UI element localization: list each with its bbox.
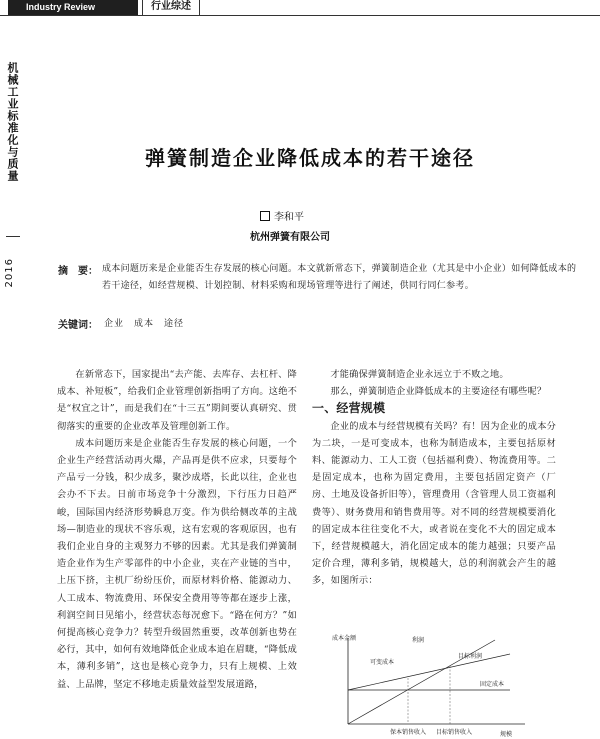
article-title: 弹簧制造企业降低成本的若干途径: [145, 146, 475, 170]
keywords-text: 企业 成本 途径: [104, 319, 185, 329]
journal-tag: Industry Review: [8, 0, 138, 15]
fig-y-label: 成本金额: [332, 635, 357, 642]
fig-fixed-cost-label: 固定成本: [480, 681, 505, 688]
fig-profit-label: 利润: [412, 637, 425, 644]
page-header: [0, 0, 600, 16]
fig-x-label: 规模: [500, 731, 513, 738]
paragraph: 那么，弹簧制造企业降低成本的主要途径有哪些呢？: [330, 386, 547, 398]
side-journal-name: 机械工业标准化与质量: [6, 62, 19, 182]
body-column-left: [57, 366, 297, 693]
cost-scale-figure: [330, 632, 530, 739]
affiliation: 杭州弹簧有限公司: [250, 232, 330, 243]
abstract-label: 摘 要：: [58, 266, 98, 277]
fig-target-sales-label: 目标销售收入: [436, 729, 473, 736]
abstract-text: 成本问题历来是企业能否生存发展的核心问题。本文就新常态下，弹簧制造企业（尤其是中小企业）如何降低成本的若干途径，如经营规模、计划控制、材料采购和现场管理等进行了阐述，供同行同仁参考。: [102, 264, 577, 291]
paragraph: 成本问题历来是企业能否生存发展的核心问题，一个企业生产经营活动再火爆，产品再是供不应求，只要每个产品亏一分钱，积少成多，聚沙成塔，长此以往，企业也会办不下去。日前市场竞争十分激烈，下行压力日趋严峻，国际国内经济形势瞬息万变。作为供给侧改革的主战场—制造业的现状不容乐观，这有宏观的客观原因，也有我们企业自身的主观努力不够的因素。尤其是我们弹簧制造企业作为生产零部件的中小企业，夹在产业链的当中，上压下挤，主机厂纷纷压价，而原材料价格、能源动力、人工成本、物流费用、环保安全费用等等都在逐步上涨，利润空间日见缩小，经营状态每况愈下。“路在何方？”如何提高核心竞争力？转型升级固然重要，改革创新也势在必行，其中，如何有效地降低企业成本追在眉睫，“降低成本，薄利多销”，这也是核心竞争力，只有上规模、上效益、上品牌，坚定不移地走质量效益型发展道路，: [57, 437, 297, 690]
body-column-right: [312, 366, 556, 590]
header-rule: [0, 15, 600, 16]
paragraph: 在新常态下，国家提出“去产能、去库存、去杠杆、降成本、补短板”，给我们企业管理创新指明了方向。这绝不是“权宜之计”，而是我们在“十三五”期间要认真研究、贯彻落实的重要的企业改革及管理创新工作。: [57, 369, 297, 432]
author-box-icon: [260, 211, 270, 221]
keywords-label: 关键词：: [58, 320, 98, 331]
side-year: 2016: [4, 258, 15, 288]
side-divider: [6, 236, 20, 237]
paragraph: 才能确保弹簧制造企业永远立于不败之地。: [330, 369, 509, 380]
fig-target-profit-label: 目标利润: [458, 653, 483, 660]
section-tag: 行业综述: [142, 0, 200, 16]
fig-variable-cost-label: 可变成本: [370, 659, 395, 666]
paragraph: 企业的成本与经营规模有关吗？有！因为企业的成本分为二块，一是可变成本，也称为制造成本，主要包括原材料、能源动力、工人工资（包括福利费）、物流费用等。二是固定成本，也称为固定费用，主要包括固定资产（厂房、土地及设备折旧等），管理费用（含管理人员工资福利费等）、财务费用和销售费用等。对不同的经营规模要消化的固定成本往往变化不大，或者说在变化不大的固定成本下，经营规模越大，消化固定成本的能力越强；只要产品定价合理，薄利多销，规模越大，总的利润就会产生的越多，如图所示：: [312, 420, 556, 587]
fig-breakeven-label: 保本销售收入: [390, 729, 427, 736]
section-heading: 一、经营规模: [312, 401, 386, 416]
author: [260, 208, 304, 223]
author-name: 李和平: [274, 212, 304, 223]
